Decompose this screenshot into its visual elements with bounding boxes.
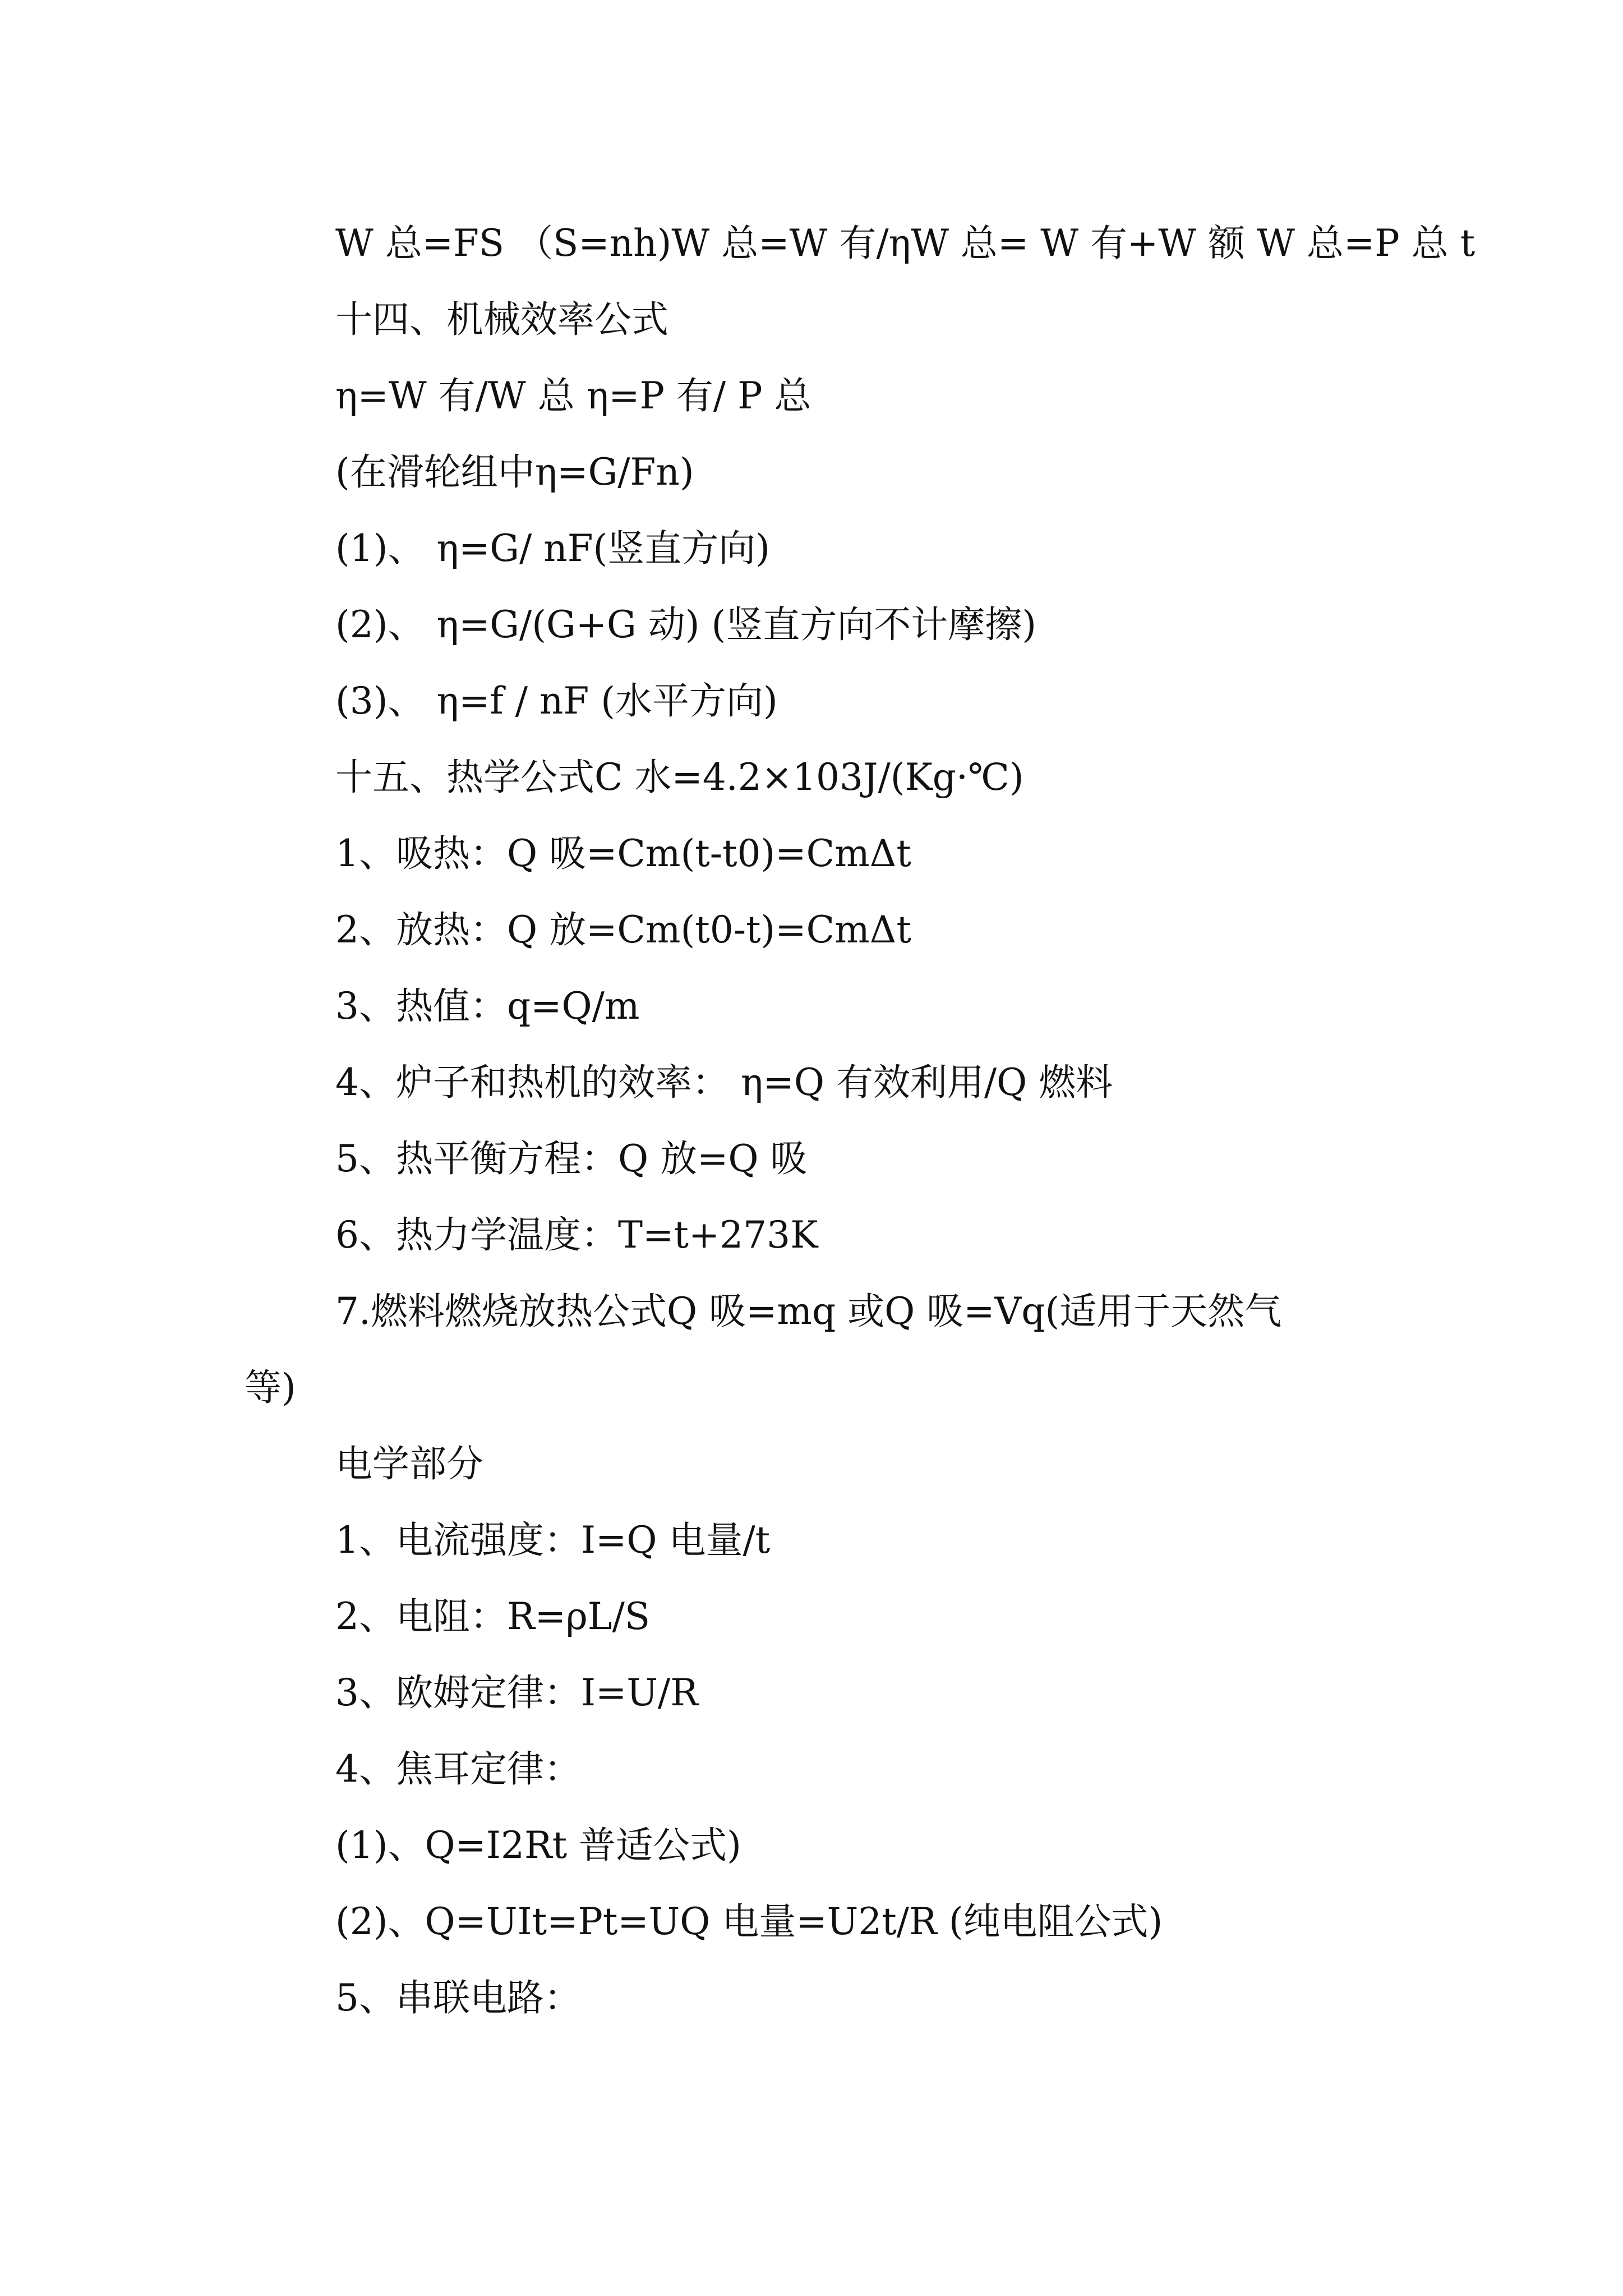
text-line <box>0 587 1623 663</box>
text-line <box>0 1350 1623 1426</box>
line-text: 电学部分 <box>335 1442 483 1485</box>
text-line <box>0 1960 1623 2036</box>
section-heading <box>0 739 1623 816</box>
line-text: 2、放热：Q 放=Cm(t0-t)=CmΔt <box>335 908 911 951</box>
line-text: W 总=FS （S=nh)W 总=W 有/ηW 总= W 有+W 额 W 总=P 总 t <box>335 222 1476 265</box>
line-text: 十四、机械效率公式 <box>335 298 668 341</box>
line-text: 5、串联电路： <box>335 1976 581 2019</box>
text-line <box>0 1502 1623 1579</box>
text-line <box>0 1655 1623 1731</box>
text-line <box>0 510 1623 587</box>
line-text: 4、焦耳定律： <box>335 1747 581 1791</box>
text-line <box>0 1731 1623 1807</box>
line-text: 3、欧姆定律：I=U/R <box>335 1671 698 1714</box>
text-line <box>0 358 1623 434</box>
text-line <box>0 1884 1623 1960</box>
line-text: η=W 有/W 总 η=P 有/ P 总 <box>335 374 811 417</box>
text-line <box>0 1045 1623 1121</box>
line-text: 7.燃料燃烧放热公式Q 吸=mq 或Q 吸=Vq(适用于天然气 <box>335 1290 1282 1333</box>
text-line <box>0 663 1623 739</box>
section-heading <box>0 1426 1623 1502</box>
text-line <box>0 968 1623 1045</box>
text-line <box>0 1273 1623 1350</box>
line-text: (在滑轮组中η=G/Fn) <box>335 450 694 494</box>
line-text: 4、炉子和热机的效率： η=Q 有效利用/Q 燃料 <box>335 1061 1113 1104</box>
text-line <box>0 1807 1623 1884</box>
line-text: 6、热力学温度：T=t+273K <box>335 1213 818 1257</box>
line-text: 十五、热学公式C 水=4.2×103J/(Kg·℃) <box>335 756 1024 799</box>
line-text: (2)、Q=UIt=Pt=UQ 电量=U2t/R (纯电阻公式) <box>335 1900 1163 1943</box>
line-text: (2)、 η=G/(G+G 动) (竖直方向不计摩擦) <box>335 603 1036 646</box>
line-text: 3、热值：q=Q/m <box>335 984 640 1028</box>
line-text: (3)、 η=f / nF (水平方向) <box>335 679 778 723</box>
text-line <box>0 892 1623 968</box>
line-text: 1、电流强度：I=Q 电量/t <box>335 1519 771 1562</box>
text-line <box>0 1121 1623 1197</box>
line-text: 5、热平衡方程：Q 放=Q 吸 <box>335 1137 808 1180</box>
text-line <box>0 434 1623 510</box>
text-line <box>0 1197 1623 1273</box>
line-text: (1)、 η=G/ nF(竖直方向) <box>335 527 771 570</box>
section-heading <box>0 282 1623 358</box>
line-text: (1)、Q=I2Rt 普适公式) <box>335 1824 741 1867</box>
line-text: 1、吸热：Q 吸=Cm(t-t0)=CmΔt <box>335 832 911 875</box>
text-line <box>0 1579 1623 1655</box>
line-text: 2、电阻：R=ρL/S <box>335 1595 651 1638</box>
text-line <box>0 816 1623 892</box>
text-line <box>0 205 1623 282</box>
line-text: 等) <box>245 1366 296 1409</box>
